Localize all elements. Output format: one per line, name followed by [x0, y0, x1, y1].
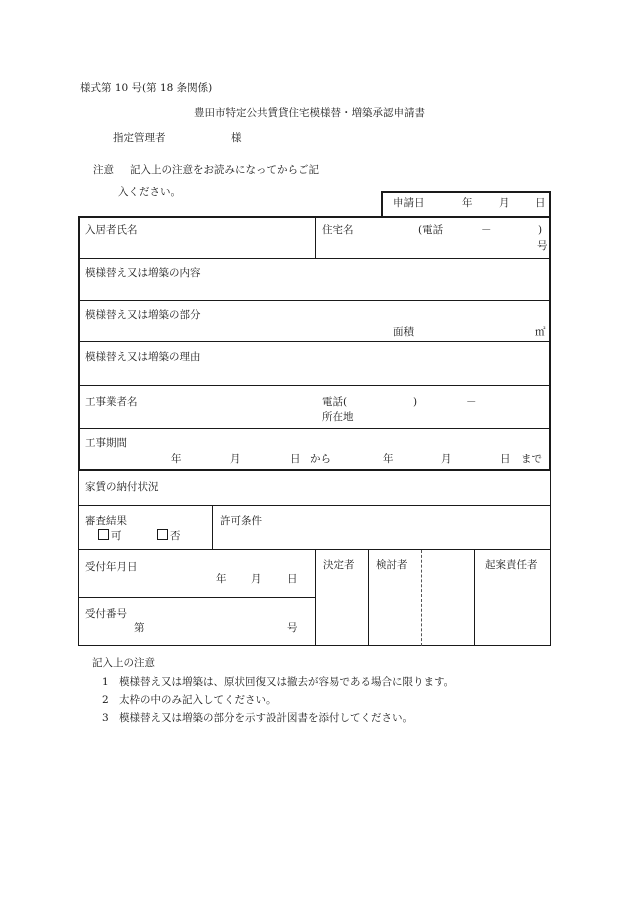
rent-status-label: 家賃の納付状況 — [85, 481, 159, 493]
office-row-divider — [78, 597, 316, 598]
row-divider — [79, 300, 550, 301]
date-box-left — [381, 191, 383, 217]
period-start-day: 日 — [290, 453, 301, 465]
main-box-bottom — [78, 469, 551, 471]
column-divider — [315, 217, 316, 258]
housing-phone-dash: － — [481, 224, 492, 236]
area-unit: ㎡ — [535, 326, 546, 338]
office-column-divider — [315, 550, 316, 646]
resident-name-label: 入居者氏名 — [85, 224, 138, 236]
office-column-divider — [212, 506, 213, 549]
approve-label: 可 — [111, 530, 122, 542]
review-approve-option[interactable] — [98, 529, 122, 542]
instruction-3-number: 3 — [102, 712, 109, 724]
reason-label: 模様替え又は増築の理由 — [85, 351, 201, 363]
received-number-label: 受付番号 — [85, 608, 127, 620]
instruction-1-number: 1 — [102, 676, 109, 688]
date-box-right — [549, 191, 551, 217]
row-divider — [79, 385, 550, 386]
approve-checkbox[interactable] — [98, 529, 109, 540]
review-result-label: 審査結果 — [85, 515, 127, 527]
received-date-label: 受付年月日 — [85, 561, 138, 573]
main-box-right — [549, 216, 551, 471]
housing-number-suffix: 号 — [537, 240, 548, 252]
received-number-suffix: 号 — [287, 622, 298, 634]
period-label: 工事期間 — [85, 437, 127, 449]
period-from: から — [310, 453, 331, 465]
instruction-1-text: 模様替え又は増築は、原状回復又は撤去が容易である場合に限ります。 — [119, 676, 455, 688]
office-column-divider — [474, 550, 475, 646]
row-divider — [79, 428, 550, 429]
contractor-phone-label: 電話( — [322, 396, 348, 408]
addressee: 指定管理者 — [113, 132, 166, 144]
contractor-phone-close: ) — [413, 396, 418, 408]
application-date-year: 年 — [462, 197, 473, 209]
contractor-phone-dash: － — [466, 396, 477, 408]
part-label: 模様替え又は増築の部分 — [85, 309, 201, 321]
application-date-month: 月 — [499, 197, 510, 209]
row-divider — [79, 341, 550, 342]
housing-phone-label: (電話 — [418, 224, 444, 236]
form-title: 豊田市特定公共賃貸住宅模様替・増築承認申請書 — [194, 107, 425, 119]
office-row-divider — [78, 505, 551, 506]
application-date-day: 日 — [535, 197, 546, 209]
period-start-month: 月 — [230, 453, 241, 465]
area-label: 面積 — [393, 326, 414, 338]
application-date-label: 申請日 — [393, 197, 425, 209]
instruction-2-number: 2 — [102, 694, 109, 706]
received-date-year: 年 — [216, 573, 227, 585]
received-number-prefix: 第 — [134, 622, 145, 634]
reviewer-label: 検討者 — [376, 559, 408, 571]
note-line-1: 記入上の注意をお読みになってからご記 — [130, 164, 319, 176]
contractor-address-label: 所在地 — [322, 411, 354, 423]
period-until: まで — [521, 453, 542, 465]
deny-checkbox[interactable] — [157, 529, 168, 540]
housing-name-label: 住宅名 — [322, 224, 354, 236]
period-end-day: 日 — [500, 453, 511, 465]
period-end-month: 月 — [441, 453, 452, 465]
office-column-divider — [368, 550, 369, 646]
row-divider — [79, 258, 550, 259]
main-box-left — [78, 216, 80, 471]
period-start-year: 年 — [171, 453, 182, 465]
conditions-label: 許可条件 — [220, 515, 262, 527]
decider-label: 決定者 — [323, 559, 355, 571]
office-box-right — [550, 470, 551, 646]
housing-phone-close: ) — [538, 224, 543, 236]
date-box-top — [381, 191, 551, 193]
note-label: 注意 — [93, 164, 114, 176]
instruction-2-text: 太枠の中のみ記入してください。 — [119, 694, 277, 706]
drafter-label: 起案責任者 — [485, 559, 538, 571]
addressee-honorific: 様 — [231, 132, 242, 144]
instruction-3-text: 模様替え又は増築の部分を示す設計図書を添付してください。 — [119, 712, 413, 724]
office-dashed-divider — [421, 550, 422, 646]
content-label: 模様替え又は増築の内容 — [85, 267, 201, 279]
period-end-year: 年 — [383, 453, 394, 465]
received-date-month: 月 — [251, 573, 262, 585]
review-deny-option[interactable] — [157, 529, 181, 542]
form-number: 様式第 10 号(第 18 条関係) — [80, 82, 213, 94]
note-line-2: 入ください。 — [118, 186, 181, 198]
received-date-day: 日 — [287, 573, 298, 585]
instructions-heading: 記入上の注意 — [92, 657, 155, 669]
contractor-label: 工事業者名 — [85, 396, 138, 408]
deny-label: 否 — [170, 530, 181, 542]
office-box-left — [78, 470, 79, 646]
